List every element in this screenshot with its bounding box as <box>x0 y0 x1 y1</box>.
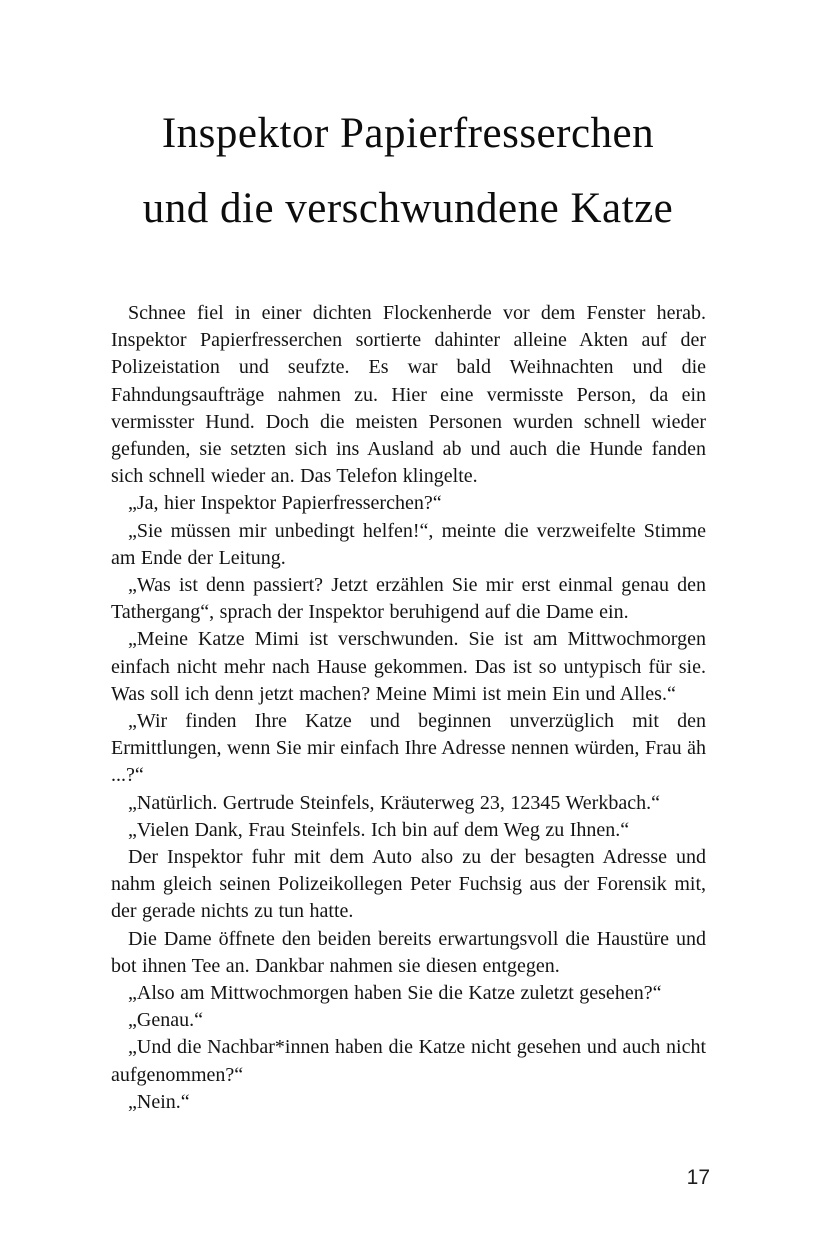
story-paragraph: „Genau.“ <box>128 1009 203 1032</box>
story-paragraph: „Wir finden Ihre Katze und beginnen unverzüglich mit den Ermittlungen, wenn Sie mir einfach Ihre Adresse nennen würden, Frau äh ...?“ <box>111 710 706 787</box>
chapter-title-line2: und die verschwundene Katze <box>142 185 674 232</box>
chapter-title <box>0 0 816 246</box>
story-paragraph: Schnee fiel in einer dichten Flockenherde vor dem Fenster herab. Inspektor Papierfresserchen sortierte dahinter alleine Akten auf der Polizeistation und seufzte. Es war bald Weihnachten und die Fahndungsaufträge nahmen zu. Hier eine vermisste Person, da ein vermisster Hund. Doch die meisten Personen wurden schnell wieder gefunden, sie setzten sich ins Ausland ab und auch die Hunde fanden sich schnell wieder an. Das Telefon klingelte. <box>111 302 706 488</box>
story-paragraph: „Also am Mittwochmorgen haben Sie die Katze zuletzt gesehen?“ <box>128 982 662 1005</box>
story-paragraph: „Meine Katze Mimi ist verschwunden. Sie ist am Mittwochmorgen einfach nicht mehr nach Hause gekommen. Das ist so untypisch für sie. Was soll ich denn jetzt machen? Meine Mimi ist mein Ein und Alles.“ <box>111 628 706 705</box>
story-paragraph: „Vielen Dank, Frau Steinfels. Ich bin auf dem Weg zu Ihnen.“ <box>128 818 630 841</box>
chapter-title-line1: Inspektor Papierfresserchen <box>161 110 655 157</box>
story-paragraph: Die Dame öffnete den beiden bereits erwartungsvoll die Haustüre und bot ihnen Tee an. Dankbar nahmen sie diesen entgegen. <box>111 927 706 977</box>
story-paragraph: „Ja, hier Inspektor Papierfresserchen?“ <box>128 492 442 515</box>
story-paragraph: Der Inspektor fuhr mit dem Auto also zu der besagten Adresse und nahm gleich seinen Polizeikollegen Peter Fuchsig aus der Forensik mit, der gerade nichts zu tun hatte. <box>111 846 706 923</box>
story-text <box>111 300 706 1116</box>
story-paragraph: „Natürlich. Gertrude Steinfels, Kräuterweg 23, 12345 Werkbach.“ <box>128 791 660 814</box>
story-paragraph: „Und die Nachbar*innen haben die Katze nicht gesehen und auch nicht aufgenommen?“ <box>111 1036 706 1086</box>
page-number: 17 <box>686 1166 710 1189</box>
story-paragraph: „Was ist denn passiert? Jetzt erzählen Sie mir erst einmal genau den Tathergang“, sprach der Inspektor beruhigend auf die Dame ein. <box>111 574 706 624</box>
story-paragraph: „Nein.“ <box>128 1090 190 1113</box>
story-paragraph: „Sie müssen mir unbedingt helfen!“, meinte die verzweifelte Stimme am Ende der Leitung. <box>111 519 706 569</box>
